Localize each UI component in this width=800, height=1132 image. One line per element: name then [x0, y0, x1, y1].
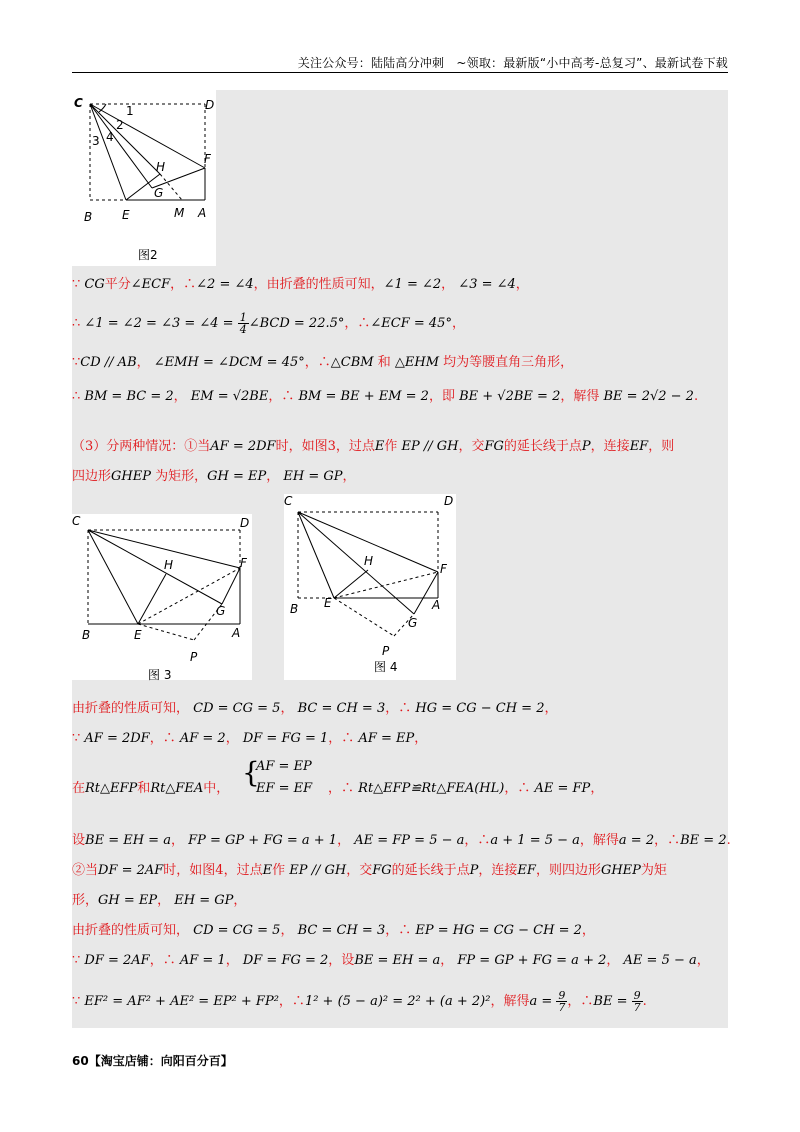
solution-line: ∵ EF² = AF² + AE² = EP² + FP²，∴1² + (5 − a)² = 2² + (a + 2)²，解得a = $\frac{9}{7}$ ，∴BE = $\frac{9}{7}$ .: [72, 989, 647, 1014]
figure-4-drawing: [284, 494, 456, 680]
point-f-label: F: [240, 556, 247, 570]
solution-line: ∴ BM = BC = 2， EM = √2BE，∴ BM = BE + EM = 2，即 BE + √2BE = 2，解得 BE = 2√2 − 2.: [72, 389, 699, 404]
point-g-label: G: [408, 616, 418, 630]
point-a-label: A: [198, 206, 207, 220]
point-c-label: C: [284, 494, 293, 508]
solution-content: C D F H G B E M A 1 2 3 4 图2 ∵ CG平分∠ECF，∴∠2 = ∠4，由折叠的性质可知，∠1 = ∠2， ∠3 = ∠4， ∴ ∠1 = ∠2 = ∠3 = ∠4 = $\frac{1}{4}$ ∠BCD = 22.5°，∴∠ECF = 45°， ∵CD // AB， ∠EMH = ∠DCM = 45°，∴△CBM 和 △EHM 均为等腰直角三角形， ∴ BM = BC = 2， EM = √2BE，∴ BM = BE + EM = 2，即 BE + √2BE = 2，解得 BE = 2√2 − 2. （3）分两种情况：①当AF = 2DF时，如图3，过点E作 EP // GH，交FG的延长线于点P，连接EF，则 四边形GHEP 为矩形，GH = EP， EH = GP， C D H F G B E A P 图 3 C D H F B E A G P 图 4 由折叠的性质可知， CD = CG = 5， BC = CH = 3，∴ HG = CG − CH = 2， ∵ AF = 2DF，∴ AF = 2， DF = FG = 1，∴ AF = EP， 在Rt△EFP和Rt△FEA中， { AF = EP EF = EF ，∴ Rt△EFP≌Rt△FEA(HL)，∴ AE = FP， 设BE = EH = a， FP = GP + FG = a + 1， AE = FP = 5 − a，∴a + 1 = 5 − a，解得a = 2，∴BE = 2. ②当DF = 2AF时，如图4，过点E作 EP // GH，交FG的延长线于点P，连接EF，则四边形GHEP为矩 形，GH = EP， EH = GP， 由折叠的性质可知， CD = CG = 5， BC = CH = 3，∴ EP = HG = CG − CH = 2， ∵ DF = 2AF，∴ AF = 1， DF = FG = 2，设BE = EH = a， FP = GP + FG = a + 2， AE = 5 − a， ∵ EF² = AF² + AE² = EP² + FP²，∴1² + (5 − a)² = 2² + (a + 2)²，解得a = $\frac{9}{7}$ ，∴BE = $\frac{9}{7}$ .: [72, 90, 728, 1028]
fraction: $\frac{1}{4}$: [239, 311, 247, 336]
angle-2-label: 2: [116, 118, 124, 132]
solution-line: 由折叠的性质可知， CD = CG = 5， BC = CH = 3，∴ EP = HG = CG − CH = 2，: [72, 923, 595, 938]
point-b-label: B: [82, 628, 91, 642]
solution-line: （3）分两种情况：①当AF = 2DF时，如图3，过点E作 EP // GH，交FG的延长线于点P，连接EF，则: [72, 439, 675, 454]
figure-3-drawing: [72, 514, 252, 680]
point-h-label: H: [364, 554, 374, 568]
solution-line: 设BE = EH = a， FP = GP + FG = a + 1， AE = FP = 5 − a，∴a + 1 = 5 − a，解得a = 2，∴BE = 2.: [72, 833, 731, 848]
point-f-label: F: [204, 152, 211, 166]
solution-line: ∵CD // AB， ∠EMH = ∠DCM = 45°，∴△CBM 和 △EHM 均为等腰直角三角形，: [72, 355, 574, 370]
figure-2-caption: 图2: [138, 248, 158, 262]
point-g-label: G: [154, 186, 164, 200]
point-h-label: H: [164, 558, 174, 572]
point-b-label: B: [290, 602, 299, 616]
fraction: $\frac{9}{7}$: [633, 989, 641, 1014]
point-d-label: D: [205, 98, 215, 112]
point-e-label: E: [324, 596, 332, 610]
point-d-label: D: [240, 516, 250, 530]
page-footer: 60【淘宝店铺：向阳百分百】: [72, 1054, 233, 1068]
angle-4-label: 4: [106, 130, 114, 144]
solution-line: 四边形GHEP 为矩形，GH = EP， EH = GP，: [72, 469, 356, 484]
figure-3-caption: 图 3: [148, 668, 172, 682]
solution-line: ∵ CG平分∠ECF，∴∠2 = ∠4，由折叠的性质可知，∠1 = ∠2， ∠3 = ∠4，: [72, 277, 529, 292]
point-m-label: M: [174, 206, 185, 220]
solution-line: 形，GH = EP， EH = GP，: [72, 893, 247, 908]
point-f-label: F: [440, 562, 447, 576]
figure-4: [284, 494, 456, 680]
angle-3-label: 3: [92, 134, 100, 148]
point-c-label: C: [74, 96, 83, 110]
solution-line: ②当DF = 2AF时，如图4，过点E作 EP // GH，交FG的延长线于点P，连接EF，则四边形GHEP为矩: [72, 863, 667, 878]
point-h-label: H: [156, 160, 166, 174]
figure-4-caption: 图 4: [374, 660, 398, 674]
point-a-label: A: [232, 626, 241, 640]
header-text: 关注公众号：陆陆高分冲刺 ~领取：最新版“小中高考-总复习”、最新试卷下载: [297, 56, 728, 70]
point-p-label: P: [382, 644, 390, 658]
solution-line: ∴ ∠1 = ∠2 = ∠3 = ∠4 = $\frac{1}{4}$ ∠BCD = 22.5°，∴∠ECF = 45°，: [72, 311, 465, 336]
figure-2: [72, 90, 216, 266]
fraction: $\frac{9}{7}$: [558, 989, 566, 1014]
page-header: [72, 52, 728, 73]
angle-1-label: 1: [126, 104, 134, 118]
solution-line: 由折叠的性质可知， CD = CG = 5， BC = CH = 3，∴ HG = CG − CH = 2，: [72, 701, 558, 716]
solution-line: ∵ DF = 2AF，∴ AF = 1， DF = FG = 2，设BE = EH = a， FP = GP + FG = a + 2， AE = 5 − a，: [72, 953, 710, 968]
point-e-label: E: [122, 208, 130, 222]
point-a-label: A: [432, 598, 441, 612]
solution-line: ∵ AF = 2DF，∴ AF = 2， DF = FG = 1，∴ AF = EP，: [72, 731, 428, 746]
point-b-label: B: [84, 210, 93, 224]
system-brace: {: [242, 756, 260, 789]
point-p-label: P: [190, 650, 198, 664]
point-g-label: G: [216, 604, 226, 618]
point-d-label: D: [444, 494, 454, 508]
point-e-label: E: [134, 628, 142, 642]
figure-3: [72, 514, 252, 680]
figure-2-drawing: [72, 90, 216, 266]
point-c-label: C: [72, 514, 81, 528]
